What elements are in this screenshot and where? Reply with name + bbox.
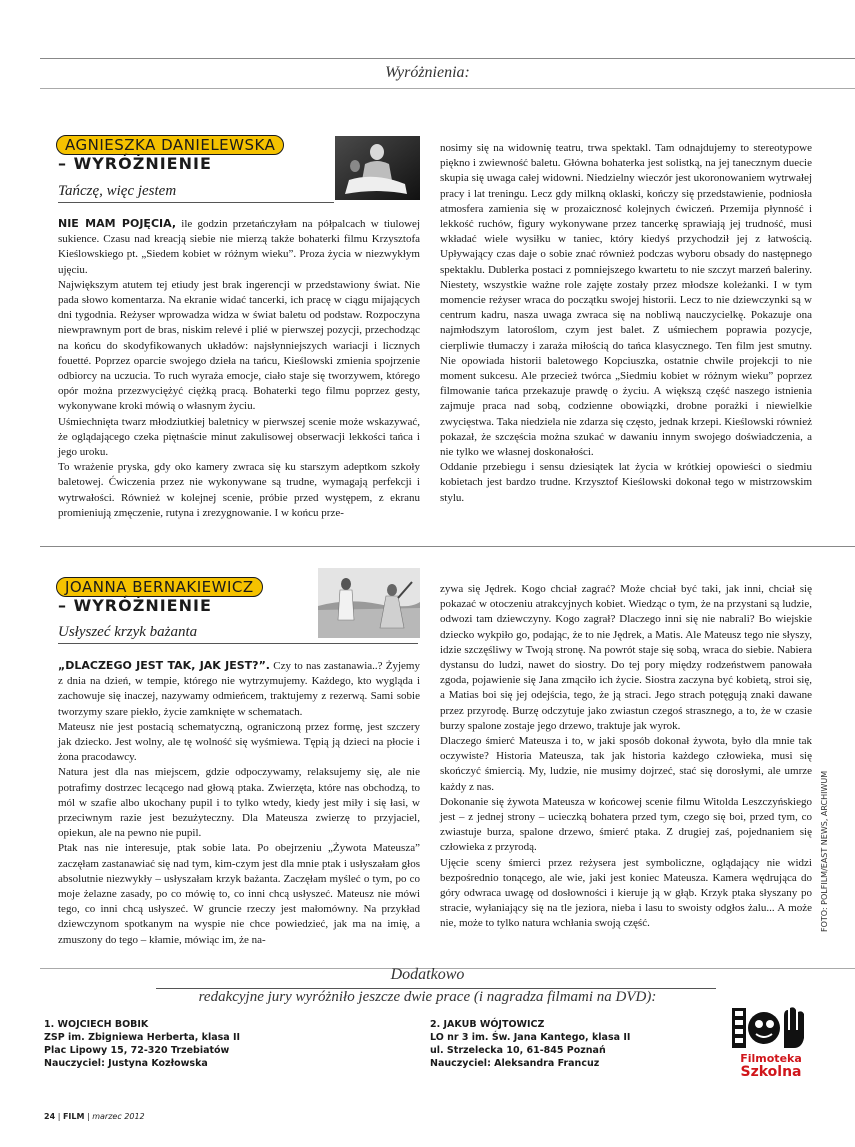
subtitle-rule-2 xyxy=(58,643,418,644)
paragraph: Oddanie przebiegu i sensu dziesiątek lat życia w krótkiej opowieści o siedmiu kobietach jest bardzo trudne. Krzysztof Kieślowski dokonał tego w mistrzowskim stylu. xyxy=(440,461,812,504)
article-subtitle-2: Usłyszeć krzyk bażanta xyxy=(58,624,198,640)
ballet-photo xyxy=(335,136,420,200)
photo-credit: FOTO: POLFILM/EAST NEWS, ARCHIWUM xyxy=(820,770,829,932)
winner-address: ul. Strzelecka 10, 61-845 Poznań xyxy=(430,1045,606,1056)
film-reel-face-icon xyxy=(726,1004,816,1054)
paragraph: Uśmiechnięta twarz młodziutkiej baletnicy w pierwszej scenie może wskazywać, że oglądającego czeka piętnaście minut zakulisowej obserwacji lekkości tańca i jego uroku. xyxy=(58,415,420,459)
article-subtitle-1: Tańczę, więc jestem xyxy=(58,183,177,199)
film-still-photo xyxy=(318,568,420,638)
author-name-1: AGNIESZKA DANIELEWSKA xyxy=(56,135,284,155)
article2-column-right xyxy=(440,582,812,932)
author-name-2: JOANNA BERNAKIEWICZ xyxy=(56,577,263,597)
section-title: Wyróżnienia: xyxy=(385,64,470,81)
paragraph: Dokonanie się żywota Mateusza w końcowej scenie filmu Witolda Leszczyńskiego jest – z jednej strony – ucieczką bohatera przed tym, czego się boi, przed tym, co zwiastuje burza, spalone drzewo, śmierć ptaka. Z drugiej zaś, pojednaniem się człowieka z przyrodą. xyxy=(440,795,812,854)
paragraph: Ujęcie sceny śmierci przez reżysera jest symboliczne, oglądający nie widzi bezpośrednio tonącego, ale wie, jaki jest koniec Mateusza. Kamera wędrująca do góry odwraca uwagę od dosłowności i kieruje ją w głąb. Krzyk ptaka słyszany po stracie, wyłaniający się na tle jeziora, nieba i lasu to swoisty odgłos żalu... A może nie, może to tylko natura wchłania swoją część. xyxy=(440,856,812,930)
article1-column-left xyxy=(58,216,420,521)
paragraph: zywa się Jędrek. Kogo chciał zagrać? Może chciał być taki, jak inni, chciał się pokazać w otoczeniu atrakcyjnych kobiet. Wiedząc o tym, że na przystani są ludzie, odwozi tam dziewczyny. Kogo zagrał? Dlaczego inni się nie nabrali? Bo wiejskie dziecko wykpiło go, podając, że to nie Jędrek, a Matis. Ale Mateusz tego nie słyszy, idzie szczęśliwy w Twoją stronę. Na powrót staje się sobą, wraca do siebie. Nabiera dystansu do ludzi, nawet do siostry. Do tej pory między rodzeństwem panowała zgoda, pojawienie się Jana zmąciło ich życie. Siostra zaczyna być kobietą, stroi się, a Matias boi się jej odejścia, tego, że ją straci. Jego strach potęgują znaki dawane przez przyrodę. Burzę odczytuje jako zwiastun czegoś strasznego, a to, że w czasie burzy spalone zostaje jego drzewo, traktuje jak wyrok. xyxy=(440,583,812,732)
paragraph: Mateusz nie jest postacią schematyczną, ograniczoną przez formę, jest szczery jak dziecko. Jest wolny, ale tę wolność się wyśmiewa. Tępią ją dzieci na płocie i żona pracodawcy. xyxy=(58,720,420,764)
winner-name: 1. WOJCIECH BOBIK xyxy=(44,1019,149,1030)
winner-1 xyxy=(44,1018,240,1070)
article2-column-left xyxy=(58,658,420,948)
winner-teacher: Nauczyciel: Justyna Kozłowska xyxy=(44,1058,208,1069)
logo-line-1: Filmoteka xyxy=(740,1052,802,1065)
paragraph: Natura jest dla nas miejscem, gdzie odpoczywamy, relaksujemy się, ale nie potrafimy dostrzec lecącego nad głową ptaka. Zwierzęta, które nas obchodzą, to mól w szafie albo ukochany pupil i to tylko wtedy, kiedy jest miły i się łasi, w przeciwnym razie jest bezużyteczny. Dla Mateusza zwierzę to przyjaciel, opiekun, ale na pewno nie pupil. xyxy=(58,766,420,840)
winner-school: ZSP im. Zbigniewa Herberta, klasa II xyxy=(44,1032,241,1043)
article1-column-right xyxy=(440,141,812,506)
paragraph: Ptak nas nie interesuje, ptak sobie lata. Po obejrzeniu „Żywota Mateusza” zaczęłam zastanawiać się nad tym, kim-czym jest dla mnie ptak i usłyszałam głos absolutnie niezwykły – usłyszałam krzyk bażanta. Zaczęłam myśleć o tym, po co moje żelazne zasady, po co mówię to, co inni chcą usłyszeć. Mateusz nie mówi tego, co inni chcą usłyszeć. W gruncie rzeczy jest małomówny. Na przykład dziewczynom spotkanym na wyspie nie chce powiedzieć, jak ma na imię, a zmuszony do tego – kłamie, mówiąc im, że na- xyxy=(58,842,420,946)
paragraph: Czy to nas zastanawia..? Żyjemy z dnia na dzień, w tempie, którego nie wytrzymujemy. Każdego, kto wygląda i zachowuje się inaczej, nazywamy odmieńcem, traktujemy z rezerwą. Sami sobie tworzymy szare piekło, życie zamknięte w schematach. xyxy=(58,660,420,718)
extra-title: Dodatkowo xyxy=(390,966,465,983)
ballet-dancers-image xyxy=(335,136,420,200)
extra-subtitle: redakcyjne jury wyróżniło jeszcze dwie prace (i nagradza filmami na DVD): xyxy=(198,989,657,1005)
lead-text-2: „DLACZEGO JEST TAK, JAK JEST?”. xyxy=(58,659,270,672)
header-rule xyxy=(40,88,855,89)
award-label-2: – WYRÓŻNIENIE xyxy=(58,596,212,615)
subtitle-rule-1 xyxy=(58,202,334,203)
page-footer: 24 | FILM | marzec 2012 xyxy=(44,1112,145,1121)
magazine-name: FILM xyxy=(62,1112,85,1121)
issue-date: marzec 2012 xyxy=(92,1112,145,1121)
winner-name: 2. JAKUB WÓJTOWICZ xyxy=(430,1019,545,1030)
winner-school: LO nr 3 im. Św. Jana Kantego, klasa II xyxy=(430,1032,631,1043)
winner-teacher: Nauczyciel: Aleksandra Francuz xyxy=(430,1058,600,1069)
paragraph: Dlaczego śmierć Mateusza i to, w jaki sposób dokonał żywota, było dla mnie tak oczywiste? Historia Mateusza, tak jak historia każdego człowieka, musi się skończyć śmiercią. My, ludzie, nie musimy dojrzeć, stać się dorosłymi, ale umrze każdy z nas. xyxy=(440,735,812,793)
lead-text-1: NIE MAM POJĘCIA, xyxy=(58,217,177,230)
winner-address: Plac Lipowy 15, 72-320 Trzebiatów xyxy=(44,1045,230,1056)
paragraph: nosimy się na widownię teatru, trwa spektakl. Tam odnajdujemy to stereotypowe piękno i zwiewność baletu. Główna bohaterka jest solistką, na jej tanecznym duecie skupia się uwaga całej widowni. Niedzielny wieczór jest ukoronowaniem wytrwałej pracy i lat treningu. Lecz gdy milkną oklaski, kończy się przedstawienie, podniosła atmosfera zamienia się w prozaicznosć kolejnych ćwiczeń. Przemija płynność i lekkość ruchów, figury wykonywane przez tancerkę sprawiają jej trudność, musi wkładać wiele wysiłku w taniec, który kiedyś przychodził jej z łatwością. Upływający czas daje o sobie znać również podczas wyboru obsady do następnego spektaklu. Dublerka postaci z pomniejszego kwartetu to nie szczyt marzeń baleriny. Niestety, wszystkie ważne role zajęte zostały przez młodsze koleżanki. I w tym momencie reżyser wraca do początku swojej historii. Lecz to nie dziewczynki są w centrum kadru, nasza uwaga zwraca się na nobliwą nauczycielkę. Pokazuje ona najmłodszym latoroślom, czym jest balet. Z uśmiechem poprawia pozycje, cierpliwie tłumaczy i zaraża miłością do tańca klasycznego. Ten film jest smutny. Nie opowiada historii baletowego Kopciuszka, ostatnie chwile projekcji to nie moment sukcesu. Ale przecież twórca „Siedmiu kobiet w różnym wieku” poprzez filmowanie tańca przekazuje prawdę o życiu. A większą część naszego istnienia zajmuje praca nad sobą, codzienne obowiązki, drobne porażki i niewielkie zwycięstwa. Taka niedziela nie zdarza się często, jednak krzepi. Kieślowski również pokazał, że szczęścia można szukać w dawaniu innym swojego doświadczenia, a nie tylko we własnej doskonałości. xyxy=(440,142,812,459)
paragraph: ile godzin przetańczyłam na półpalcach w tiulowej sukience. Czasu nad kreacją siebie nie mierzą także bohaterki filmu Krzysztofa Kieślowskiego pt. „Siedem kobiet w różnym wieku”. Proza życia w niezwykłym ujęciu. xyxy=(58,218,421,276)
top-rule xyxy=(40,58,855,59)
outdoor-scene-image xyxy=(318,568,420,638)
filmoteka-logo xyxy=(726,1004,816,1084)
paragraph: To wrażenie pryska, gdy oko kamery zwraca się ku starszym adeptkom szkoły baletowej. Ćwiczenia przez nie wykonywane są trudne, wymagają perfekcji i wytrwałości. Również w kolejnej scenie, próbie przed występem, z ekranu promieniują zmęczenie, rutyna i zrezygnowanie. I w końcu prze- xyxy=(58,461,420,519)
page-number: 24 xyxy=(44,1112,56,1121)
winner-2 xyxy=(430,1018,630,1070)
article-divider xyxy=(40,546,855,547)
award-label-1: – WYRÓŻNIENIE xyxy=(58,154,212,173)
logo-line-2: Szkolna xyxy=(740,1064,802,1080)
paragraph: Największym atutem tej etiudy jest brak ingerencji w przedstawiony świat. Nie pada słowo komentarza. Na ekranie widać tancerki, ich pracę w ciągu mijających dni tygodnia. Reżyser wprowadza widza w świat baletu od podstaw. Rozpoczyna niewprawnym port de bras, niskim relevé i plié w pierwszej pozycji, przechodząc na końcu do skodyfikowanych układów: najsłynniejszych wariacji i licznych fouetté. Poprzez oparcie swojego dzieła na tańcu, Kieślowski zmienia spojrzenie odbiorcy na uczucia. To ruch wyraża emocje, ciało staje się tworzywem, którego opór można przezwyciężyć ciężką pracą. Bohaterki tego filmu poprzez gesty, wykonywane kroki mówią o własnym życiu. xyxy=(58,278,420,413)
